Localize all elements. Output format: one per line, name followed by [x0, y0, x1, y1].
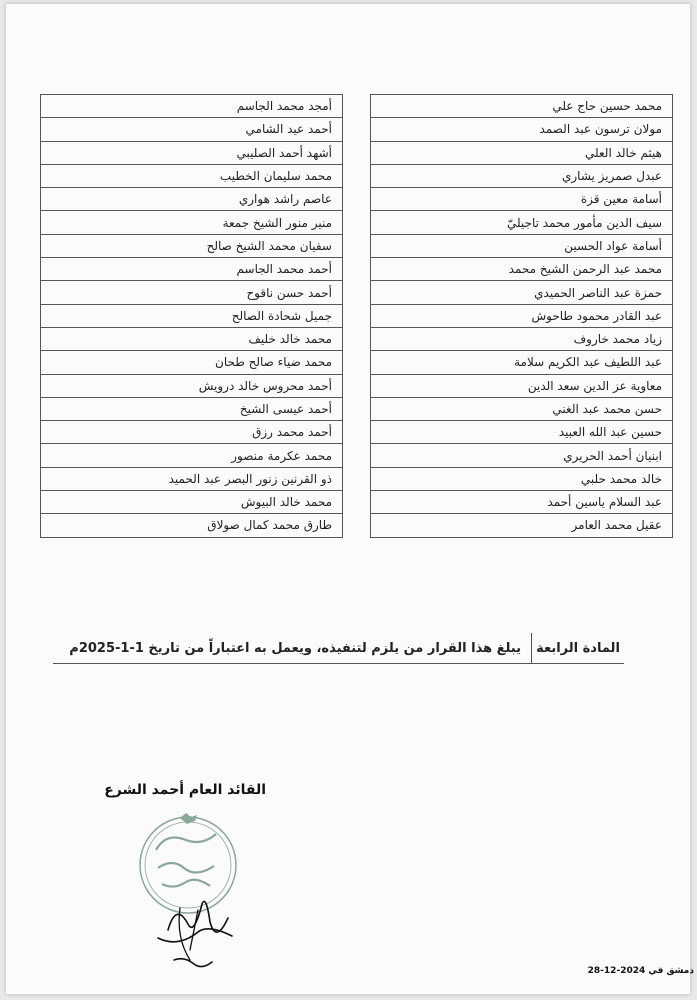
- table-row: [371, 281, 673, 304]
- person-name: محمد خالد البيوش: [41, 491, 343, 514]
- table-row: [371, 95, 673, 118]
- table-row: [41, 234, 343, 257]
- table-row: [41, 514, 343, 537]
- person-name: عبد السلام ياسين أحمد: [371, 491, 673, 514]
- person-name: ذو القرنين زنور البصر عبد الحميد: [41, 467, 343, 490]
- names-table-right: [370, 94, 673, 538]
- person-name: أحمد عيسى الشيخ: [41, 397, 343, 420]
- person-name: عقيل محمد العامر: [371, 514, 673, 537]
- table-row: [371, 514, 673, 537]
- person-name: محمد سليمان الخطيب: [41, 164, 343, 187]
- table-row: [371, 421, 673, 444]
- names-table-left: [40, 94, 343, 538]
- person-name: منير منور الشيخ جمعة: [41, 211, 343, 234]
- table-row: [41, 351, 343, 374]
- person-name: أمجد محمد الجاسم: [41, 95, 343, 118]
- person-name: محمد خالد خليف: [41, 327, 343, 350]
- person-name: هيثم خالد العلي: [371, 141, 673, 164]
- person-name: عاصم راشد هواري: [41, 188, 343, 211]
- table-row: [41, 467, 343, 490]
- person-name: أحمد حسن ناقوح: [41, 281, 343, 304]
- table-row: [41, 327, 343, 350]
- person-name: حمزة عبد الناصر الحميدي: [371, 281, 673, 304]
- table-row: [41, 421, 343, 444]
- table-row: [371, 211, 673, 234]
- person-name: جميل شحادة الصالح: [41, 304, 343, 327]
- table-row: [41, 118, 343, 141]
- table-row: [41, 188, 343, 211]
- table-row: [41, 141, 343, 164]
- person-name: أشهد أحمد الصليبي: [41, 141, 343, 164]
- table-row: [371, 351, 673, 374]
- person-name: أسامة معين قزة: [371, 188, 673, 211]
- person-name: محمد ضياء صالح طحان: [41, 351, 343, 374]
- person-name: محمد عبد الرحمن الشيخ محمد: [371, 258, 673, 281]
- person-name: محمد عكرمة منصور: [41, 444, 343, 467]
- table-row: [41, 95, 343, 118]
- table-row: [371, 491, 673, 514]
- person-name: ابنيان أحمد الحريري: [371, 444, 673, 467]
- table-row: [371, 397, 673, 420]
- article-text: يبلغ هذا القرار من يلزم لتنفيذه، ويعمل به اعتباراً من تاريخ 1-1-2025م: [53, 633, 531, 664]
- place-and-date: دمشق في 2024-12-28: [587, 966, 694, 976]
- table-row: [371, 164, 673, 187]
- article-heading: المادة الرابعة: [531, 633, 624, 664]
- table-row: [371, 327, 673, 350]
- person-name: مولان ترسون عبد الصمد: [371, 118, 673, 141]
- person-name: أحمد عيد الشامي: [41, 118, 343, 141]
- table-row: [41, 164, 343, 187]
- table-row: [41, 211, 343, 234]
- table-row: [41, 491, 343, 514]
- signer-title: القائد العام أحمد الشرع: [104, 782, 266, 798]
- person-name: زياد محمد خاروف: [371, 327, 673, 350]
- table-row: [371, 374, 673, 397]
- table-row: [371, 304, 673, 327]
- table-row: [41, 281, 343, 304]
- person-name: أحمد محروس خالد درويش: [41, 374, 343, 397]
- person-name: أحمد محمد رزق: [41, 421, 343, 444]
- person-name: حسين عبد الله العبيد: [371, 421, 673, 444]
- table-row: [371, 188, 673, 211]
- person-name: أحمد محمد الجاسم: [41, 258, 343, 281]
- table-row: [371, 234, 673, 257]
- table-row: [41, 258, 343, 281]
- person-name: عبد اللطيف عبد الكريم سلامة: [371, 351, 673, 374]
- table-row: [41, 374, 343, 397]
- person-name: سفيان محمد الشيخ صالح: [41, 234, 343, 257]
- table-row: [371, 141, 673, 164]
- person-name: سيف الدين مأمور محمد تاجيليّ: [371, 211, 673, 234]
- person-name: طارق محمد كمال صولاق: [41, 514, 343, 537]
- table-row: [371, 467, 673, 490]
- person-name: عبد القادر محمود طاحوش: [371, 304, 673, 327]
- table-row: [41, 444, 343, 467]
- document-page: [6, 4, 694, 994]
- person-name: معاوية عز الدين سعد الدين: [371, 374, 673, 397]
- person-name: حسن محمد عبد الغني: [371, 397, 673, 420]
- table-row: [371, 258, 673, 281]
- person-name: عبدل صمريز يشاري: [371, 164, 673, 187]
- person-name: محمد حسين حاج علي: [371, 95, 673, 118]
- table-row: [371, 444, 673, 467]
- table-row: [41, 397, 343, 420]
- person-name: أسامة عواد الحسين: [371, 234, 673, 257]
- person-name: خالد محمد حلبي: [371, 467, 673, 490]
- table-row: [371, 118, 673, 141]
- article-four: [53, 633, 624, 664]
- official-seal-and-signature: [128, 810, 246, 976]
- table-row: [41, 304, 343, 327]
